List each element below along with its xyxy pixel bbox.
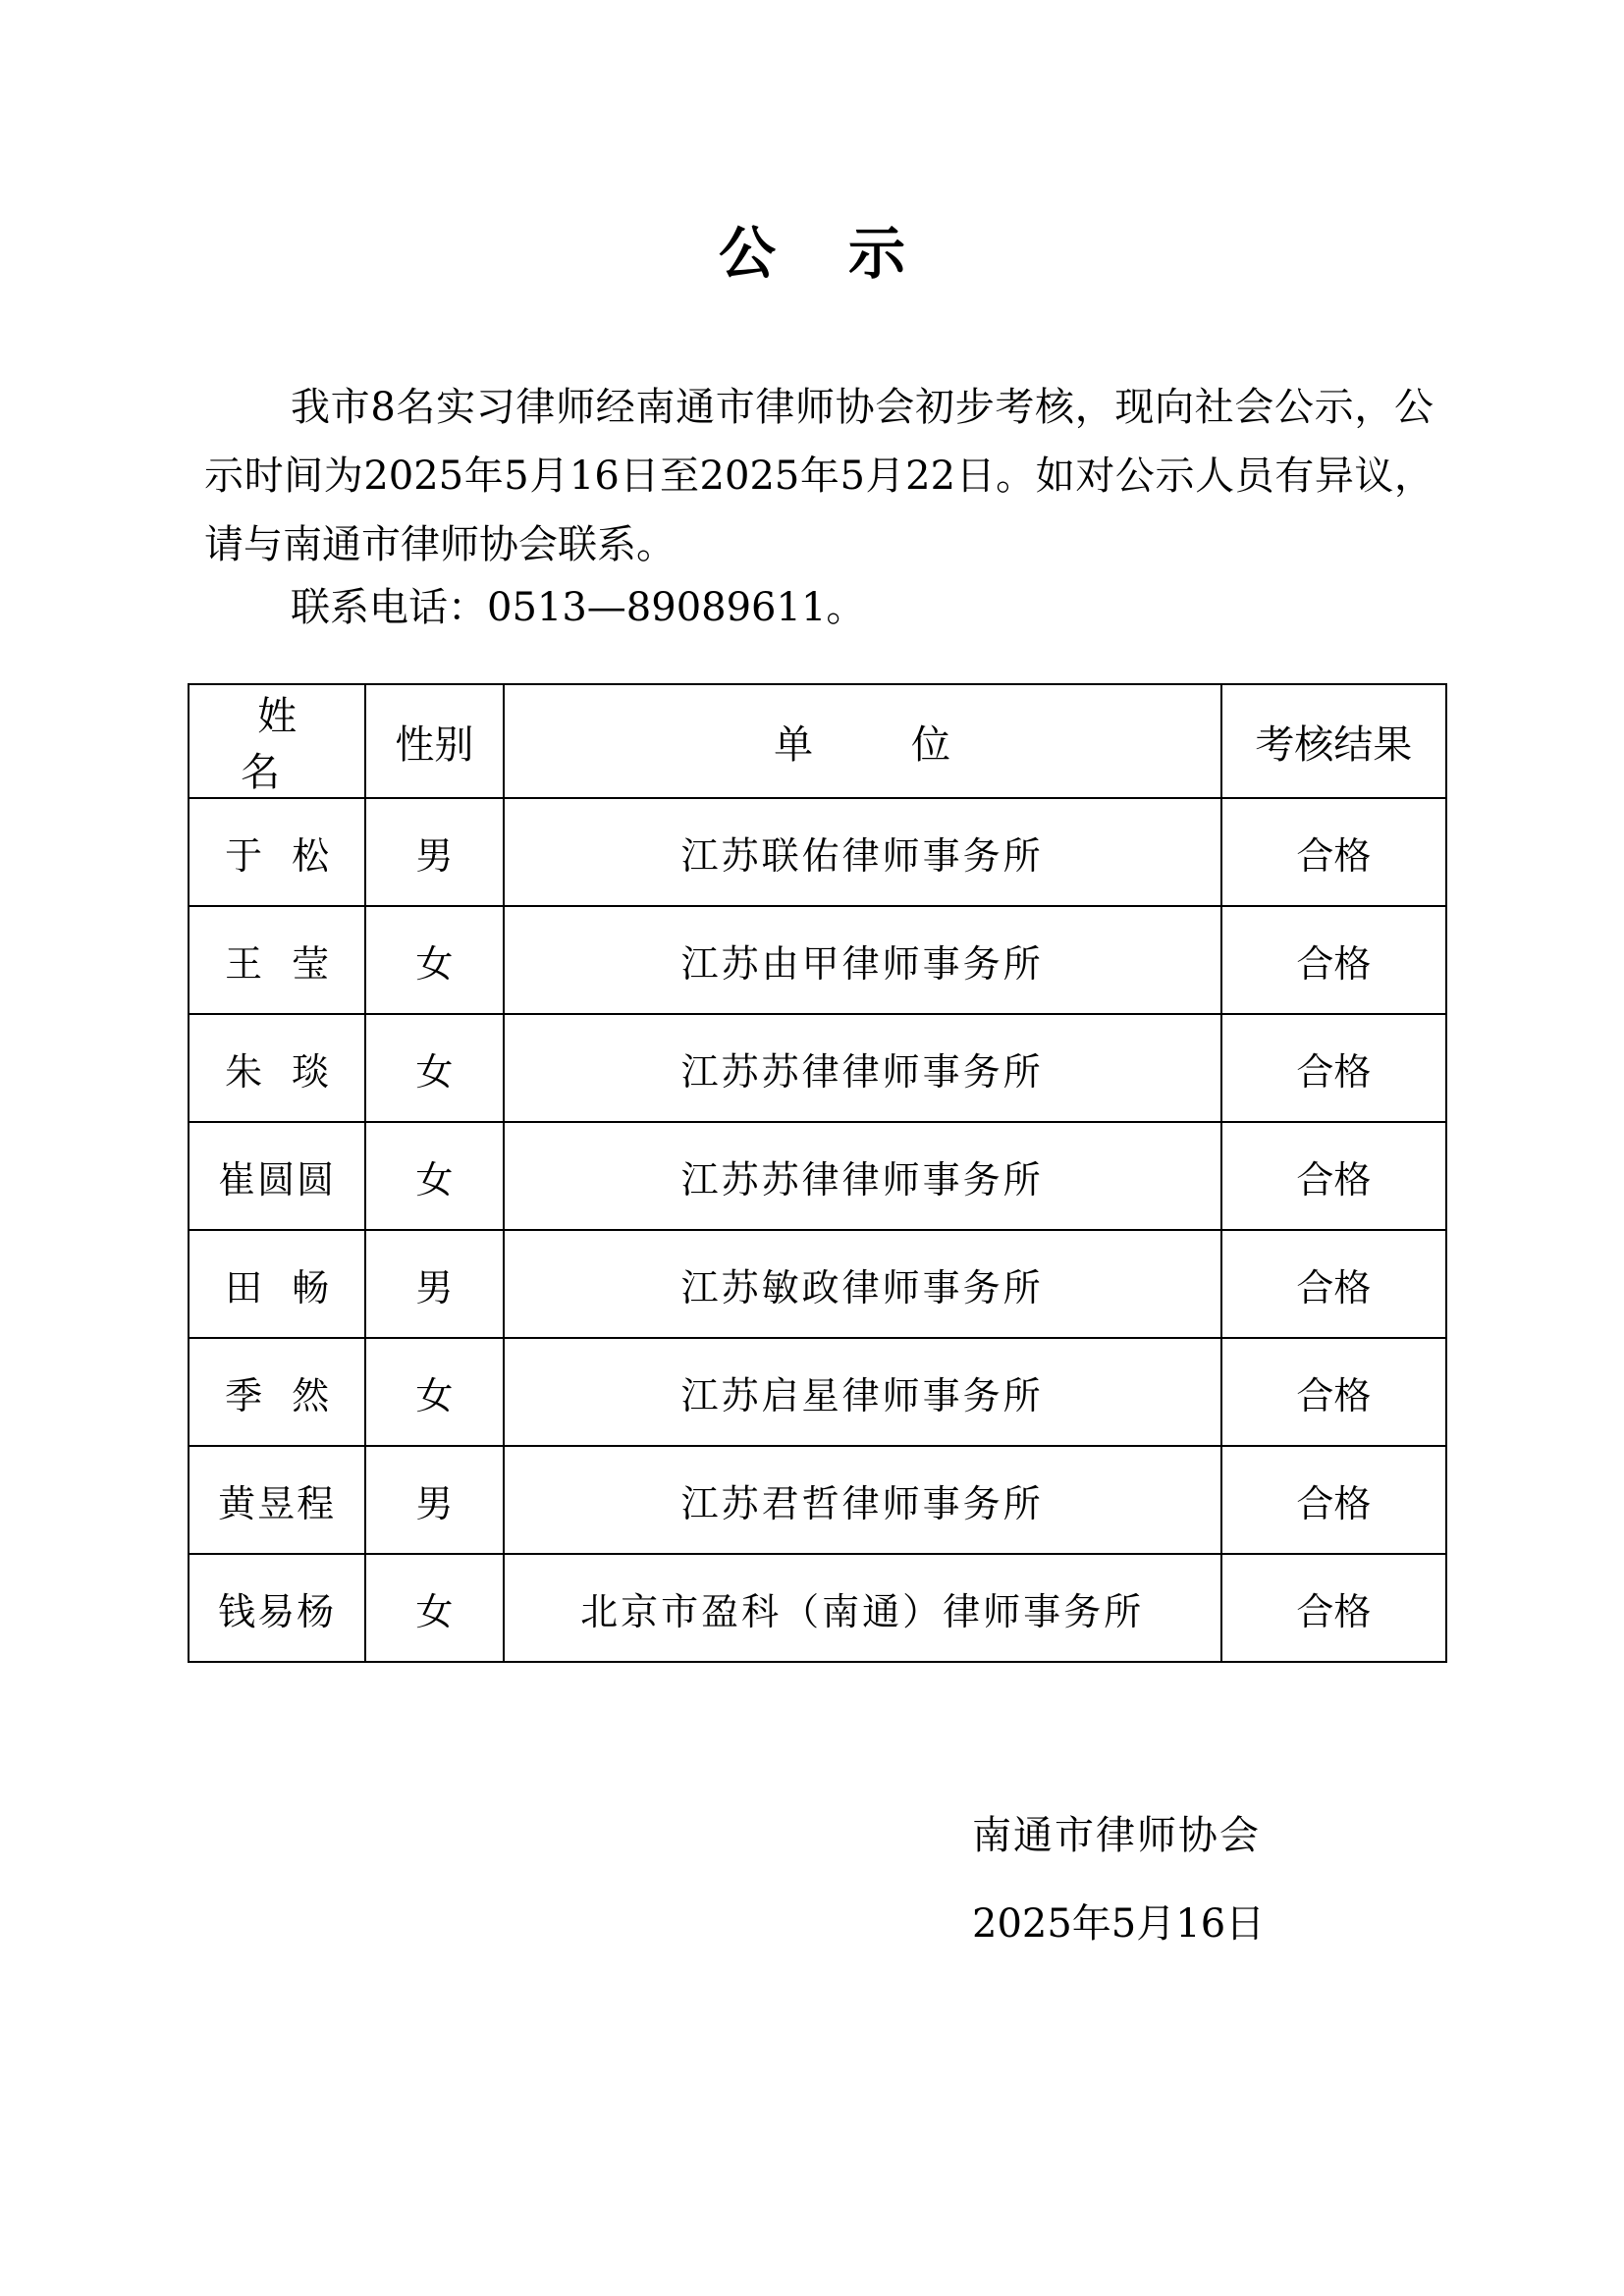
header-name: 姓名: [189, 684, 365, 798]
table-row: [189, 906, 1446, 1014]
cell-unit: 江苏君哲律师事务所: [504, 1446, 1221, 1554]
table-header-row: [189, 684, 1446, 798]
cell-unit: 江苏由甲律师事务所: [504, 906, 1221, 1014]
cell-result: 合格: [1221, 1230, 1446, 1338]
cell-gender: 男: [365, 798, 503, 906]
table-row: [189, 798, 1446, 906]
page-title: 公示: [718, 220, 978, 287]
table-row: [189, 1122, 1446, 1230]
cell-name: 王莹: [189, 906, 365, 1014]
cell-unit: 江苏苏律律师事务所: [504, 1014, 1221, 1122]
cell-unit: 北京市盈科（南通）律师事务所: [504, 1554, 1221, 1662]
cell-gender: 女: [365, 906, 503, 1014]
header-result: 考核结果: [1221, 684, 1446, 798]
cell-name: 崔圆圆: [189, 1122, 365, 1230]
cell-result: 合格: [1221, 1122, 1446, 1230]
contact-phone: 联系电话：0513—89089611。: [291, 585, 866, 630]
header-unit: 单位: [504, 684, 1221, 798]
cell-unit: 江苏苏律律师事务所: [504, 1122, 1221, 1230]
table-row: [189, 1014, 1446, 1122]
cell-unit: 江苏启星律师事务所: [504, 1338, 1221, 1446]
signature-organization: 南通市律师协会: [972, 1813, 1261, 1858]
cell-unit: 江苏敏政律师事务所: [504, 1230, 1221, 1338]
cell-name: 黄昱程: [189, 1446, 365, 1554]
cell-gender: 女: [365, 1014, 503, 1122]
cell-gender: 女: [365, 1338, 503, 1446]
cell-gender: 女: [365, 1122, 503, 1230]
cell-name: 朱琰: [189, 1014, 365, 1122]
cell-result: 合格: [1221, 906, 1446, 1014]
intro-paragraph: 我市8名实习律师经南通市律师协会初步考核，现向社会公示，公示时间为2025年5月16日至2025年5月22日。如对公示人员有异议，请与南通市律师协会联系。: [204, 385, 1434, 567]
cell-gender: 男: [365, 1446, 503, 1554]
cell-gender: 女: [365, 1554, 503, 1662]
results-table: [188, 683, 1447, 1663]
header-gender: 性别: [365, 684, 503, 798]
cell-name: 田畅: [189, 1230, 365, 1338]
table-row: [189, 1230, 1446, 1338]
cell-result: 合格: [1221, 1554, 1446, 1662]
cell-result: 合格: [1221, 1446, 1446, 1554]
cell-gender: 男: [365, 1230, 503, 1338]
cell-name: 于松: [189, 798, 365, 906]
table-row: [189, 1554, 1446, 1662]
cell-result: 合格: [1221, 1338, 1446, 1446]
table-row: [189, 1338, 1446, 1446]
cell-unit: 江苏联佑律师事务所: [504, 798, 1221, 906]
cell-result: 合格: [1221, 1014, 1446, 1122]
signature-date: 2025年5月16日: [972, 1901, 1266, 1947]
cell-result: 合格: [1221, 798, 1446, 906]
cell-name: 钱易杨: [189, 1554, 365, 1662]
table-row: [189, 1446, 1446, 1554]
cell-name: 季然: [189, 1338, 365, 1446]
